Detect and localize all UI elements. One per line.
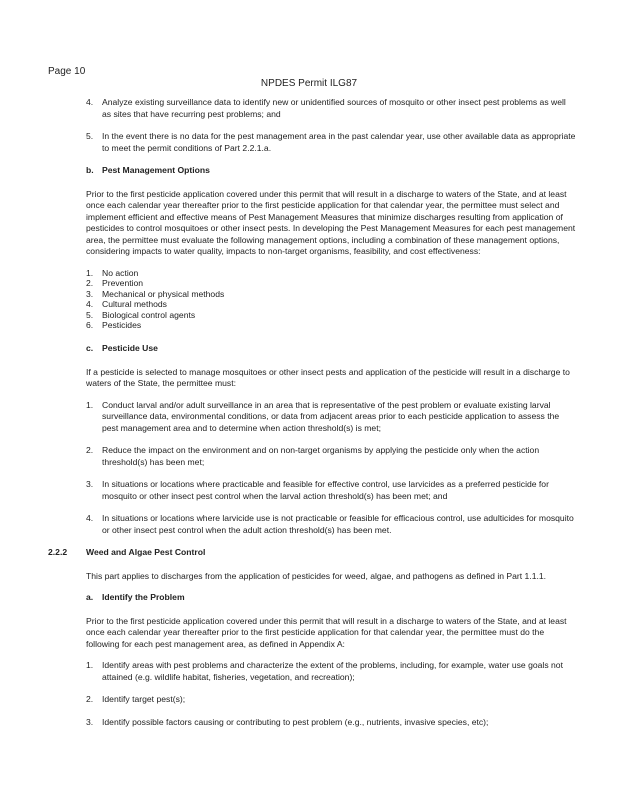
- list-item: [86, 289, 576, 300]
- item-number: 1.: [86, 399, 94, 410]
- list-item: [48, 717, 576, 729]
- subheading-title: Pest Management Options: [102, 165, 210, 175]
- item-number: 4.: [86, 299, 94, 310]
- item-text: Analyze existing surveillance data to identify new or unidentified sources of mosquito or other insect pest problems as well as sites that have recurring pest problems; and: [102, 97, 566, 119]
- item-number: 3.: [86, 716, 94, 727]
- list-item: [48, 445, 576, 468]
- list-item: [48, 694, 576, 706]
- paragraph: Prior to the first pesticide application covered under this permit that will result in a discharge to waters of the State, and at least once each calendar year thereafter prior to the first pesticide application for that calendar year, the permittee must do the following for each pest management area, as defined in Appendix A:: [86, 615, 567, 649]
- item-text: Identify target pest(s);: [102, 694, 186, 705]
- item-number: 2.: [86, 278, 94, 289]
- list-item: [86, 310, 576, 321]
- item-text: Prevention: [102, 278, 144, 289]
- subheading-letter: c.: [86, 343, 94, 354]
- item-text: Reduce the impact on the environment and on non-target organisms by applying the pesticide only when the action threshold(s) has been met;: [102, 445, 540, 467]
- item-text: Pesticides: [102, 320, 142, 331]
- section-number: 2.2.2: [48, 547, 68, 558]
- item-text: In situations or locations where larvicide use is not practicable or feasible for efficacious control, use adulticides for mosquito or other insect pest control when the adult action threshold(s) has been met.: [102, 513, 574, 535]
- item-text: In the event there is no data for the pest management area in the past calendar year, use other available data as appropriate to meet the permit conditions of Part 2.2.1.a.: [102, 131, 576, 153]
- section-title: Weed and Algae Pest Control: [86, 547, 206, 558]
- item-number: 3.: [86, 479, 94, 490]
- list-item: [48, 131, 576, 154]
- list-item: [86, 278, 576, 289]
- item-text: Cultural methods: [102, 299, 167, 310]
- item-number: 4.: [86, 97, 94, 107]
- item-number: 3.: [86, 288, 94, 299]
- subheading-pest-management-options: [48, 165, 576, 177]
- subheading-title: Pesticide Use: [102, 343, 158, 354]
- item-text: Mechanical or physical methods: [102, 288, 225, 299]
- subheading-title: Identify the Problem: [102, 592, 185, 603]
- subheading-identify-the-problem: [48, 592, 576, 604]
- item-text: No action: [102, 267, 139, 278]
- item-number: 1.: [86, 267, 94, 278]
- subheading-letter: b.: [86, 165, 94, 175]
- paragraph: Prior to the first pesticide application covered under this permit that will result in a discharge to waters of the State, and at least once each calendar year thereafter prior to the first pesticide application for that calendar year, the permittee must select and implement efficient and effective means of Pest Management Measures that minimize discharges resulting from application of pesticides to control mosquitoes or other insect pests. In developing the Pest Management Measures for each pest management area, the permittee must evaluate the following management options, including a combination of these management options, considering impacts to water quality, impacts to non-target organisms, feasibility, and cost effectiveness:: [86, 188, 576, 256]
- item-number: 5.: [86, 309, 94, 320]
- permit-title: NPDES Permit ILG87: [260, 78, 358, 89]
- item-number: 5.: [86, 131, 94, 141]
- item-number: 2.: [86, 445, 94, 456]
- list-item: [86, 320, 576, 331]
- subheading-pesticide-use: [48, 343, 576, 355]
- section-heading: [48, 547, 576, 559]
- item-text: Conduct larval and/or adult surveillance in an area that is representative of the pest problem or evaluate existing larval surveillance data, environmental conditions, or data from adjacent areas prior to each pesticide application to assess the pest management area and to determine when action threshold(s) is met;: [102, 399, 560, 433]
- item-number: 6.: [86, 320, 94, 331]
- list-item: [86, 268, 576, 279]
- list-item: [48, 400, 576, 435]
- item-text: Biological control agents: [102, 309, 196, 320]
- item-text: Identify possible factors causing or contributing to pest problem (e.g., nutrients, invasive species, etc);: [102, 716, 489, 727]
- list-item: [48, 479, 576, 502]
- paragraph: This part applies to discharges from the application of pesticides for weed, algae, and pathogens as defined in Part 1.1.1.: [86, 570, 547, 581]
- paragraph: If a pesticide is selected to manage mosquitoes or other insect pests and application of the pesticide will result in a discharge to waters of the State, the permittee must:: [86, 366, 570, 389]
- list-item: [86, 299, 576, 310]
- page-number: Page 10: [48, 66, 86, 77]
- item-number: 4.: [86, 513, 94, 524]
- item-number: 1.: [86, 660, 94, 671]
- list-item: [48, 513, 576, 536]
- subheading-letter: a.: [86, 592, 94, 603]
- item-number: 2.: [86, 694, 94, 705]
- item-text: Identify areas with pest problems and characterize the extent of the problems, including, for example, water use goals not attained (e.g. wildlife habitat, fisheries, vegetation, and recreation);: [102, 660, 563, 682]
- list-item: [48, 97, 576, 120]
- list-item: [48, 660, 576, 683]
- options-list: [48, 268, 576, 332]
- item-text: In situations or locations where practicable and feasible for effective control, use larvicides as a preferred pesticide for mosquito or other insect pest control when the larval action threshold(s) has been met; and: [102, 479, 549, 501]
- page-content: [48, 97, 576, 739]
